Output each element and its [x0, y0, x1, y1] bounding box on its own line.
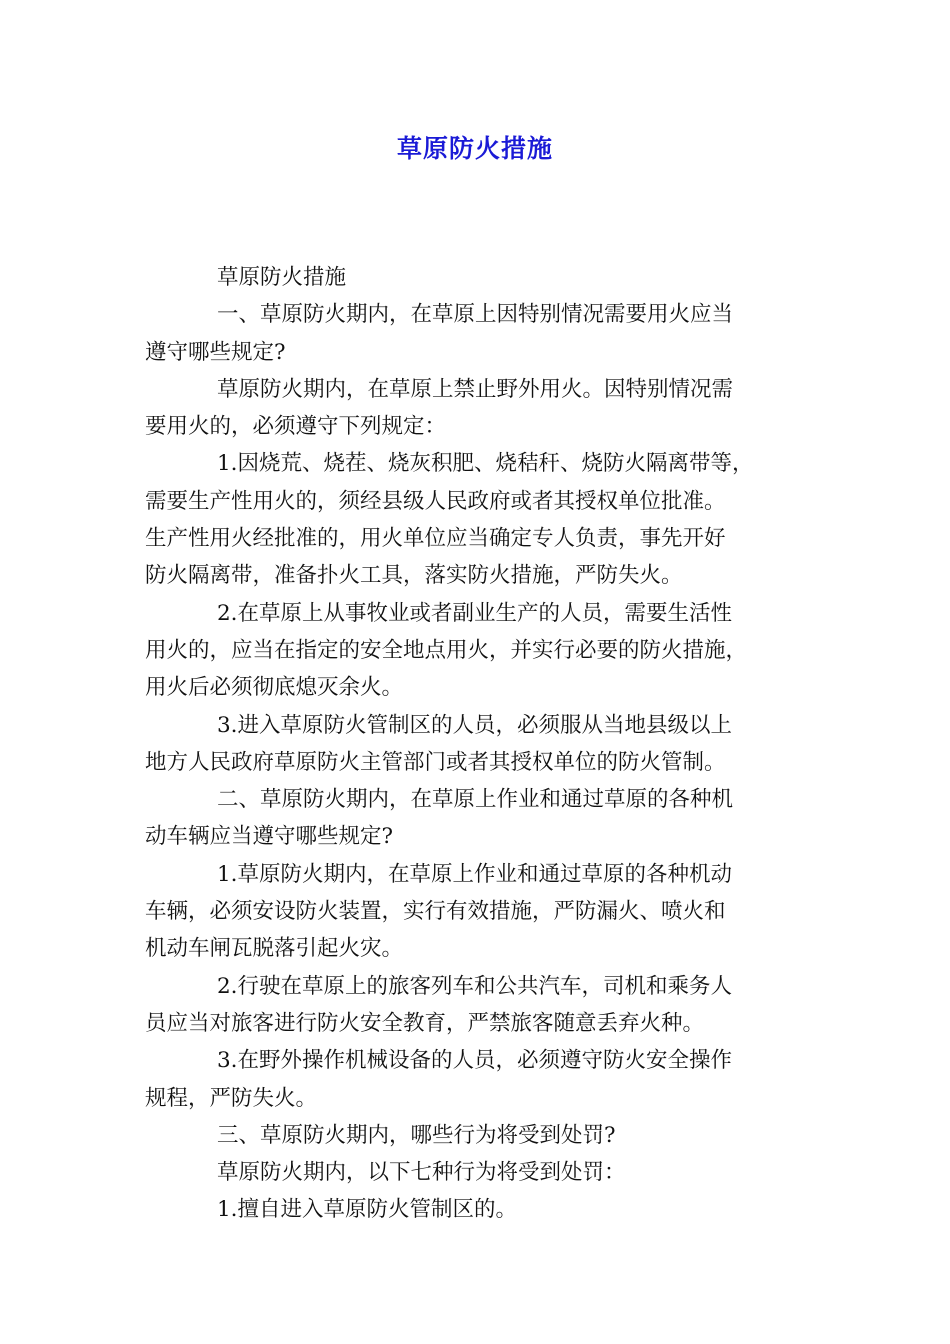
- body-line: 用火的，应当在指定的安全地点用火，并实行必要的防火措施，: [145, 637, 748, 663]
- body-line: 草原防火期内，以下七种行为将受到处罚：: [217, 1160, 626, 1186]
- body-line: 草原防火措施: [217, 265, 347, 290]
- body-line: 一、草原防火期内，在草原上因特别情况需要用火应当: [217, 302, 734, 328]
- body-line: 三、草原防火期内，哪些行为将受到处罚?: [217, 1122, 616, 1148]
- body-line: 二、草原防火期内，在草原上作业和通过草原的各种机: [217, 787, 734, 813]
- body-line: 要用火的，必须遵守下列规定：: [145, 414, 447, 440]
- body-line: 3.在野外操作机械设备的人员，必须遵守防火安全操作: [217, 1048, 733, 1074]
- body-line: 规程，严防失火。: [145, 1085, 318, 1111]
- body-line: 3.进入草原防火管制区的人员，必须服从当地县级以上: [217, 712, 733, 738]
- body-line: 1.草原防火期内，在草原上作业和通过草原的各种机动: [217, 861, 733, 887]
- body-line: 防火隔离带，准备扑火工具，落实防火措施，严防失火。: [145, 563, 683, 589]
- body-line: 动车辆应当遵守哪些规定?: [145, 824, 394, 850]
- body-line: 员应当对旅客进行防火安全教育，严禁旅客随意丢弃火种。: [145, 1010, 705, 1036]
- body-line: 车辆，必须安设防火装置，实行有效措施，严防漏火、喷火和: [145, 899, 726, 925]
- document-body: [145, 259, 805, 1229]
- body-line: 草原防火期内，在草原上禁止野外用火。因特别情况需: [217, 376, 734, 402]
- document-title: 草原防火措施: [396, 134, 553, 163]
- body-line: 2.行驶在草原上的旅客列车和公共汽车，司机和乘务人: [217, 973, 733, 999]
- body-line: 2.在草原上从事牧业或者副业生产的人员，需要生活性: [217, 600, 733, 626]
- body-line: 1.因烧荒、烧茬、烧灰积肥、烧秸秆、烧防火隔离带等，: [217, 451, 754, 477]
- body-line: 机动车闸瓦脱落引起火灾。: [145, 936, 404, 962]
- body-line: 生产性用火经批准的，用火单位应当确定专人负责，事先开好: [145, 526, 726, 552]
- body-line: 地方人民政府草原防火主管部门或者其授权单位的防火管制。: [145, 749, 726, 775]
- body-line: 用火后必须彻底熄灭余火。: [145, 675, 404, 701]
- body-line: 1.擅自进入草原防火管制区的。: [217, 1197, 518, 1223]
- body-line: 遵守哪些规定?: [145, 339, 286, 365]
- body-line: 需要生产性用火的，须经县级人民政府或者其授权单位批准。: [145, 488, 726, 514]
